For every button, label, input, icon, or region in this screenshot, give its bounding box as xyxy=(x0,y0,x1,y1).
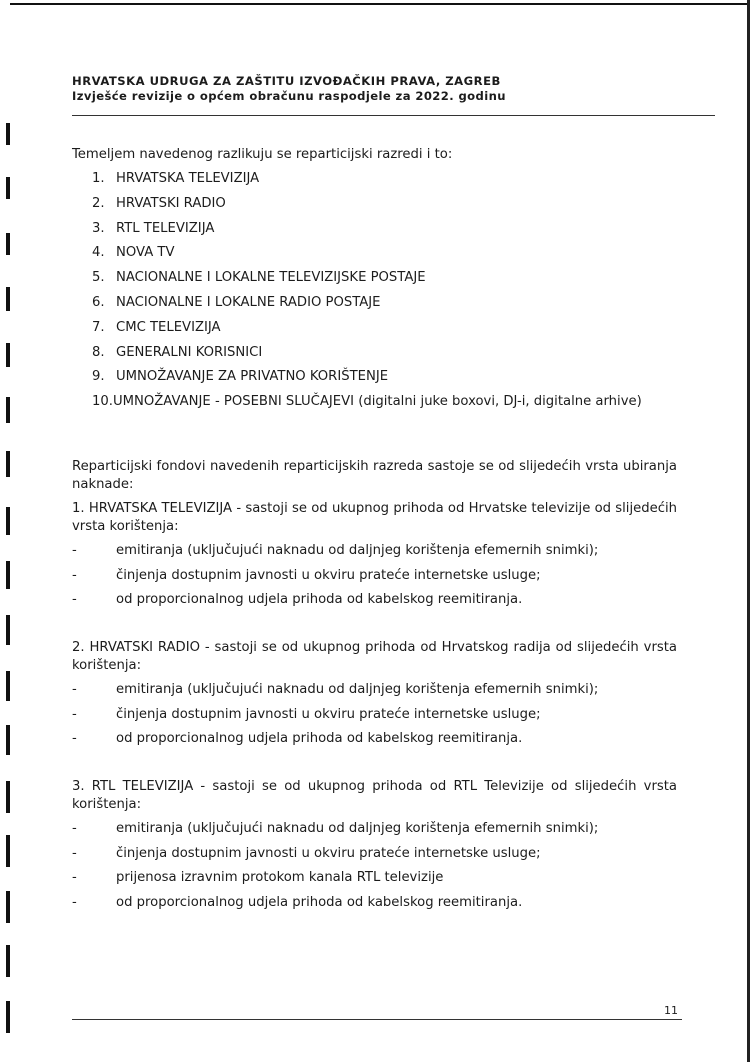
list-item xyxy=(92,393,682,410)
dash-bullet: - xyxy=(72,821,77,836)
list-item-text: GENERALNI KORISNICI xyxy=(116,344,263,360)
dash-bullet: - xyxy=(72,592,77,608)
section-items-list xyxy=(72,542,677,616)
list-item xyxy=(72,681,677,698)
funds-intro-paragraph: Reparticijski fondovi navedenih reparticijskih razreda sastoje se od slijedećih vrsta ubiranja naknade: xyxy=(72,459,677,492)
list-item xyxy=(72,869,677,886)
list-item-text: činjenja dostupnim javnosti u okviru prateće internetske usluge; xyxy=(116,706,541,722)
page-header xyxy=(72,74,712,104)
list-item xyxy=(92,319,682,336)
list-item xyxy=(92,269,682,286)
list-item-text: od proporcionalnog udjela prihoda od kabelskog reemitiranja. xyxy=(116,731,523,747)
list-item-text: NACIONALNE I LOKALNE TELEVIZIJSKE POSTAJE xyxy=(116,270,426,286)
list-item-number: 6. xyxy=(92,294,105,310)
header-subtitle: Izvješće revizije o općem obračunu raspodjele za 2022. godinu xyxy=(72,89,506,103)
list-item xyxy=(72,894,677,911)
list-item-number: 3. xyxy=(92,220,105,236)
list-item-text: HRVATSKI RADIO xyxy=(116,195,226,211)
list-item-text: emitiranja (uključujući naknadu od daljnjeg korištenja efemernih snimki); xyxy=(116,682,599,697)
list-item-text: HRVATSKA TELEVIZIJA xyxy=(116,171,260,186)
dash-bullet: - xyxy=(72,706,77,722)
list-item-number: 7. xyxy=(92,319,105,335)
list-item xyxy=(92,195,682,212)
list-item-number: 8. xyxy=(92,344,105,360)
list-item-text: od proporcionalnog udjela prihoda od kabelskog reemitiranja. xyxy=(116,592,523,608)
dash-bullet: - xyxy=(72,894,77,910)
section-items-list xyxy=(72,681,677,755)
list-item-text: NOVA TV xyxy=(116,245,175,261)
list-item-text: činjenja dostupnim javnosti u okviru prateće internetske usluge; xyxy=(116,845,541,861)
list-item-text: prijenosa izravnim protokom kanala RTL televizije xyxy=(116,870,444,886)
list-item-text: UMNOŽAVANJE - POSEBNI SLUČAJEVI (digitalni juke boxovi, DJ-i, digitalne arhive) xyxy=(112,394,642,410)
list-item xyxy=(72,730,677,747)
page-number: 11 xyxy=(664,1004,678,1017)
list-item-text: RTL TELEVIZIJA xyxy=(116,220,215,236)
scan-top-edge xyxy=(10,3,750,5)
list-item xyxy=(92,294,682,311)
dash-bullet: - xyxy=(72,845,77,861)
list-item xyxy=(92,170,682,187)
header-divider xyxy=(72,115,715,116)
list-item-text: NACIONALNE I LOKALNE RADIO POSTAJE xyxy=(116,294,381,310)
list-item-text: emitiranja (uključujući naknadu od daljnjeg korištenja efemernih snimki); xyxy=(116,543,599,558)
list-item xyxy=(72,567,677,584)
list-item-text: činjenja dostupnim javnosti u okviru prateće internetske usluge; xyxy=(116,567,541,583)
list-item xyxy=(92,220,682,237)
section-heading: 3. RTL TELEVIZIJA - sastoji se od ukupnog prihoda od RTL Televizije od slijedećih vrsta korištenja: xyxy=(72,779,677,812)
dash-bullet: - xyxy=(72,543,77,558)
section-heading: 1. HRVATSKA TELEVIZIJA - sastoji se od ukupnog prihoda od Hrvatske televizije od slijedećih vrsta korištenja: xyxy=(72,501,677,534)
intro-text: Temeljem navedenog razlikuju se reparticijski razredi i to: xyxy=(72,147,453,162)
list-item xyxy=(72,591,677,608)
list-item-text: CMC TELEVIZIJA xyxy=(116,319,221,335)
list-item-number: 2. xyxy=(92,195,105,211)
section-items-list xyxy=(72,820,677,918)
binding-hole-marks xyxy=(6,115,12,1055)
list-item-number: 4. xyxy=(92,245,105,261)
list-item-number: 5. xyxy=(92,270,105,286)
list-item xyxy=(92,368,682,385)
list-item-text: emitiranja (uključujući naknadu od daljnjeg korištenja efemernih snimki); xyxy=(116,821,599,836)
list-item-text: od proporcionalnog udjela prihoda od kabelskog reemitiranja. xyxy=(116,894,523,910)
list-item-text: UMNOŽAVANJE ZA PRIVATNO KORIŠTENJE xyxy=(116,369,389,385)
list-item xyxy=(72,845,677,862)
dash-bullet: - xyxy=(72,870,77,886)
list-item xyxy=(92,344,682,361)
list-item xyxy=(72,706,677,723)
list-item xyxy=(72,542,677,559)
header-title: HRVATSKA UDRUGA ZA ZAŠTITU IZVOĐAČKIH PRAVA, ZAGREB xyxy=(72,74,501,88)
list-item-number: 1. xyxy=(92,171,105,186)
dash-bullet: - xyxy=(72,731,77,747)
repartition-classes-list xyxy=(92,170,682,418)
list-item-number: 9. xyxy=(92,369,105,385)
section-heading: 2. HRVATSKI RADIO - sastoji se od ukupnog prihoda od Hrvatskog radija od slijedećih vrsta korištenja: xyxy=(72,640,677,673)
list-item-number: 10. xyxy=(92,394,113,410)
dash-bullet: - xyxy=(72,567,77,583)
footer-divider xyxy=(72,1019,682,1020)
list-item xyxy=(92,244,682,261)
list-item xyxy=(72,820,677,837)
dash-bullet: - xyxy=(72,682,77,697)
